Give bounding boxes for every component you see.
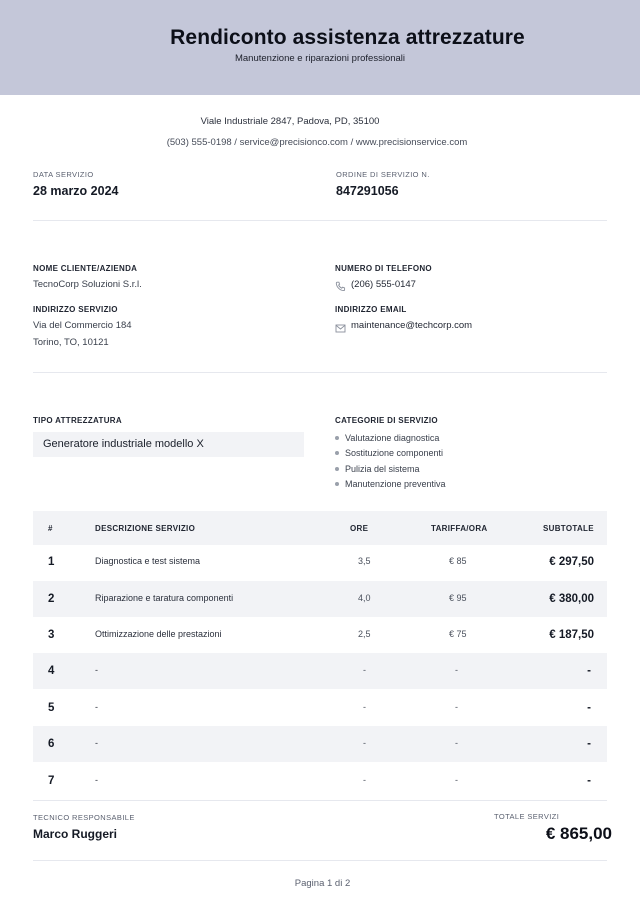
category-label: Valutazione diagnostica xyxy=(345,433,440,443)
equipment-type-label: TIPO ATTREZZATURA xyxy=(33,416,122,425)
phone-value: (206) 555-0147 xyxy=(351,279,416,290)
table-row xyxy=(33,545,607,581)
row-number: 7 xyxy=(48,775,55,787)
service-categories-label: CATEGORIE DI SERVIZIO xyxy=(335,416,438,425)
table-row xyxy=(33,653,607,689)
equipment-type-box xyxy=(33,432,304,457)
services-table-header xyxy=(33,511,607,545)
service-address-line2: Torino, TO, 10121 xyxy=(33,337,109,348)
category-label: Pulizia del sistema xyxy=(345,464,420,474)
page-number: Pagina 1 di 2 xyxy=(294,878,351,889)
table-row xyxy=(33,726,607,762)
row-description: - xyxy=(95,665,98,675)
row-description: Ottimizzazione delle prestazioni xyxy=(95,629,222,639)
row-rate: - xyxy=(455,738,458,748)
technician-name: Marco Ruggeri xyxy=(33,827,118,841)
service-address-label: INDIRIZZO SERVIZIO xyxy=(33,305,118,314)
row-subtotal: - xyxy=(587,702,591,714)
row-description: Diagnostica e test sistema xyxy=(95,556,201,566)
col-header-num: # xyxy=(48,524,53,533)
equipment-type-value: Generatore industriale modello X xyxy=(43,438,204,450)
category-item xyxy=(335,464,420,474)
row-hours: 4,0 xyxy=(358,593,371,603)
total-label: TOTALE SERVIZI xyxy=(494,812,560,821)
email-label: INDIRIZZO EMAIL xyxy=(335,305,407,314)
row-hours: - xyxy=(363,702,366,712)
email-value: maintenance@techcorp.com xyxy=(351,320,473,331)
company-contact: (503) 555-0198 / service@precisionco.com / www.precisionservice.com xyxy=(166,137,468,148)
col-header-subtotal: SUBTOTALE xyxy=(543,524,594,533)
report-title: Rendiconto assistenza attrezzature xyxy=(170,26,525,49)
row-number: 3 xyxy=(48,629,55,641)
row-subtotal: - xyxy=(587,775,591,787)
category-item xyxy=(335,433,439,443)
phone-icon xyxy=(335,279,346,290)
row-hours: 2,5 xyxy=(358,629,371,639)
mail-icon xyxy=(335,321,346,332)
row-rate: - xyxy=(455,702,458,712)
bullet-icon xyxy=(335,482,339,486)
service-address-line1: Via del Commercio 184 xyxy=(33,320,132,331)
phone-label: NUMERO DI TELEFONO xyxy=(335,264,432,273)
row-subtotal: - xyxy=(587,665,591,677)
company-address: Viale Industriale 2847, Padova, PD, 35100 xyxy=(200,116,380,127)
row-rate: - xyxy=(455,775,458,785)
table-bottom-divider xyxy=(33,800,607,801)
row-number: 6 xyxy=(48,738,55,750)
client-name-value: TecnoCorp Soluzioni S.r.l. xyxy=(33,279,142,290)
row-number: 1 xyxy=(48,556,55,568)
service-date-label: DATA SERVIZIO xyxy=(33,170,94,179)
footer-divider xyxy=(33,860,607,861)
category-label: Manutenzione preventiva xyxy=(345,479,446,489)
table-row xyxy=(33,690,607,726)
row-subtotal: € 187,50 xyxy=(549,629,594,641)
row-hours: - xyxy=(363,665,366,675)
bullet-icon xyxy=(335,467,339,471)
bullet-icon xyxy=(335,451,339,455)
row-hours: 3,5 xyxy=(358,556,371,566)
grand-total: € 865,00 xyxy=(545,824,612,843)
row-hours: - xyxy=(363,775,366,785)
section-divider xyxy=(33,372,607,373)
table-row xyxy=(33,581,607,617)
col-header-hours: ORE xyxy=(350,524,369,533)
row-rate: € 75 xyxy=(449,629,467,639)
category-item xyxy=(335,448,443,458)
row-number: 2 xyxy=(48,593,55,605)
category-label: Sostituzione componenti xyxy=(345,448,444,458)
col-header-description: DESCRIZIONE SERVIZIO xyxy=(95,524,196,533)
service-order-label: ORDINE DI SERVIZIO N. xyxy=(336,170,430,179)
service-date-value: 28 marzo 2024 xyxy=(33,184,119,198)
category-item xyxy=(335,479,446,489)
client-name-label: NOME CLIENTE/AZIENDA xyxy=(33,264,138,273)
row-rate: € 95 xyxy=(449,593,467,603)
row-description: - xyxy=(95,702,98,712)
row-number: 5 xyxy=(48,702,55,714)
table-row xyxy=(33,617,607,653)
row-subtotal: € 297,50 xyxy=(549,556,594,568)
row-number: 4 xyxy=(48,665,55,677)
technician-label: TECNICO RESPONSABILE xyxy=(33,813,135,822)
row-description: Riparazione e taratura componenti xyxy=(95,593,234,603)
row-subtotal: - xyxy=(587,738,591,750)
row-rate: - xyxy=(455,665,458,675)
service-order-value: 847291056 xyxy=(336,184,399,198)
table-row xyxy=(33,763,607,799)
report-subtitle: Manutenzione e riparazioni professionali xyxy=(234,53,406,64)
row-description: - xyxy=(95,738,98,748)
row-description: - xyxy=(95,775,98,785)
row-subtotal: € 380,00 xyxy=(549,593,594,605)
col-header-rate: TARIFFA/ORA xyxy=(431,524,488,533)
row-rate: € 85 xyxy=(449,556,467,566)
row-hours: - xyxy=(363,738,366,748)
section-divider xyxy=(33,220,607,221)
bullet-icon xyxy=(335,436,339,440)
report-header xyxy=(0,0,640,95)
